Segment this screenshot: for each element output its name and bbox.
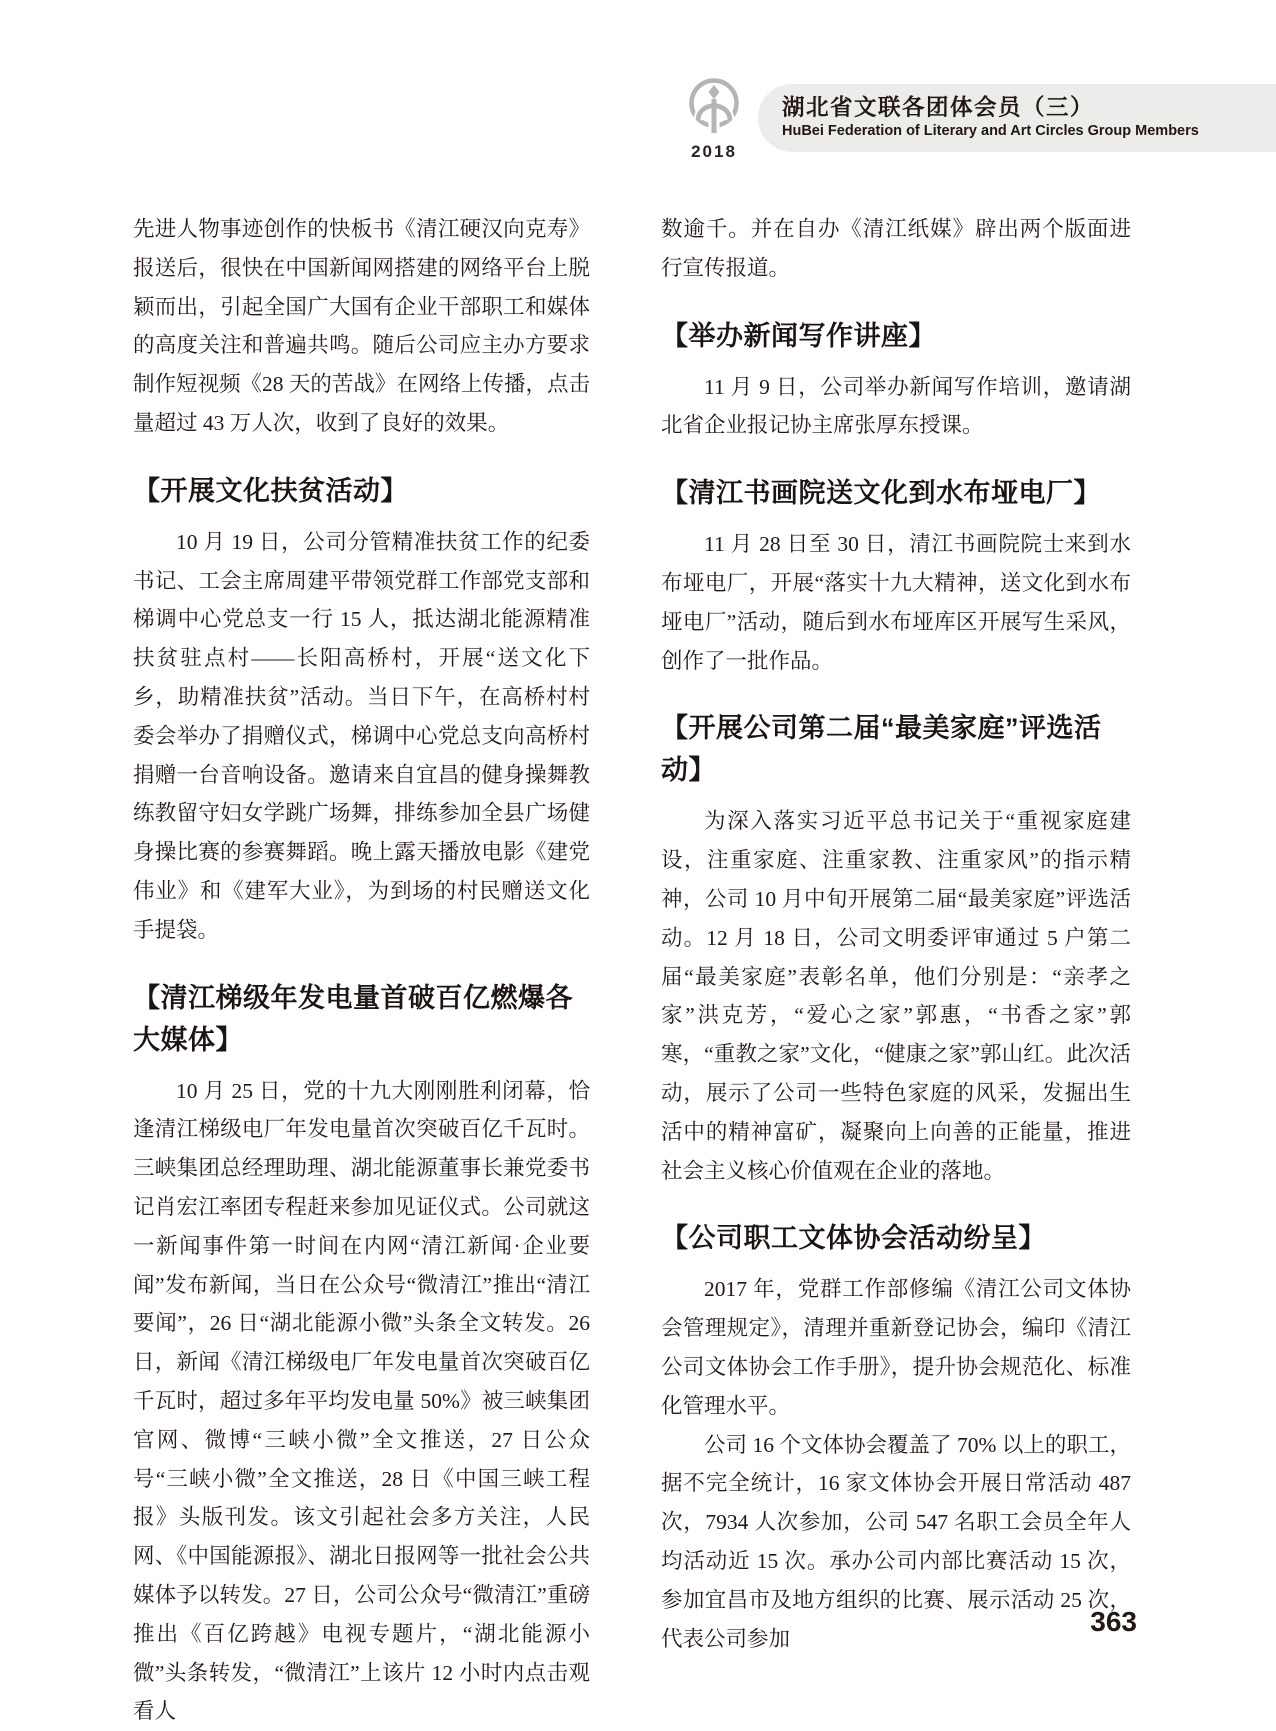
body-paragraph: 10 月 25 日，党的十九大刚刚胜利闭幕，恰逢清江梯级电厂年发电量首次突破百亿千瓦时。三峡集团总经理助理、湖北能源董事长兼党委书记肖宏江率团专程赶来参加见证仪式。公司就这一新闻事件第一时间在内网“清江新闻·企业要闻”发布新闻，当日在公众号“微清江”推出“清江要闻”，26 日“湖北能源小微”头条全文转发。26 日，新闻《清江梯级电厂年发电量首次突破百亿千瓦时，超过多年平均发电量 50%》被三峡集团官网、微博“三峡小微”全文推送，27 日公众号“三峡小微”全文推送，28 日《中国三峡工程报》头版刊发。该文引起社会多方关注，人民网、《中国能源报》、湖北日报网等一批社会公共媒体予以转发。27 日，公司公众号“微清江”重磅推出《百亿跨越》电视专题片，“湖北能源小微”头条转发，“微清江”上该片 12 小时内点击观看人 [133,1078,590,1724]
page-title: 湖北省文联各团体会员（三） [782,95,1095,120]
federation-logo-icon [688,123,740,140]
body-paragraph: 11 月 28 日至 30 日，清江书画院院士来到水布垭电厂，开展“落实十九大精神，送文化到水布垭电厂”活动，随后到水布垭库区开展写生采风，创作了一批作品。 [661,532,1131,673]
page-title-english: HuBei Federation of Literary and Art Circles Group Members [782,123,1199,139]
section-heading: 【清江梯级年发电量首破百亿燃爆各大媒体】 [133,982,573,1055]
body-paragraph: 先进人物事迹创作的快板书《清江硬汉向克寿》报送后，很快在中国新闻网搭建的网络平台上脱颖而出，引起全国广大国有企业干部职工和媒体的高度关注和普遍共鸣。随后公司应主办方要求制作短视频《28 天的苦战》在网络上传播，点击量超过 43 万人次，收到了良好的效果。 [133,217,590,435]
column-left [133,210,590,1731]
section-heading: 【清江书画院送文化到水布垭电厂】 [661,478,1101,509]
body-paragraph: 数逾千。并在自办《清江纸媒》辟出两个版面进行宣传报道。 [661,217,1131,280]
logo-year: 2018 [691,142,737,161]
section-heading: 【举办新闻写作讲座】 [661,320,936,351]
section-heading: 【开展公司第二届“最美家庭”评选活动】 [661,713,1102,786]
column-right [661,210,1131,1658]
body-paragraph: 11 月 9 日，公司举办新闻写作培训，邀请湖北省企业报记协主席张厚东授课。 [661,374,1131,438]
section-heading: 【开展文化扶贫活动】 [133,475,408,506]
body-paragraph: 公司 16 个文体协会覆盖了 70% 以上的职工，据不完全统计，16 家文体协会开展日常活动 487 次，7934 人次参加，公司 547 名职工会员全年人均活动近 15 次。承办公司内部比赛活动 15 次，参加宜昌市及地方组织的比赛、展示活动 25 次，代表公司参加 [661,1432,1131,1651]
body-paragraph: 2017 年，党群工作部修编《清江公司文体协会管理规定》，清理并重新登记协会，编印《清江公司文体协会工作手册》，提升协会规范化、标准化管理水平。 [661,1277,1131,1418]
body-paragraph: 10 月 19 日，公司分管精准扶贫工作的纪委书记、工会主席周建平带领党群工作部党支部和梯调中心党总支一行 15 人，抵达湖北能源精准扶贫驻点村——长阳高桥村，开展“送文化下乡，助精准扶贫”活动。当日下午，在高桥村村委会举办了捐赠仪式，梯调中心党总支向高桥村捐赠一台音响设备。邀请来自宜昌的健身操舞教练教留守妇女学跳广场舞，排练参加全县广场健身操比赛的参赛舞蹈。晚上露天播放电影《建党伟业》和《建军大业》，为到场的村民赠送文化手提袋。 [133,529,590,942]
header-banner [758,84,1276,152]
page-number: 363 [1090,1606,1137,1637]
body-paragraph: 为深入落实习近平总书记关于“重视家庭建设，注重家庭、注重家教、注重家风”的指示精神，公司 10 月中旬开展第二届“最美家庭”评选活动。12 月 18 日，公司文明委评审通过 5 户第二届“最美家庭”表彰名单，他们分别是：“亲孝之家”洪克芳，“爱心之家”郭惠，“书香之家”郭寒，“重教之家”文化，“健康之家”郭山红。此次活动，展示了公司一些特色家庭的风采，发掘出生活中的精神富矿，凝聚向上向善的正能量，推进社会主义核心价值观在企业的落地。 [661,809,1131,1183]
section-heading: 【公司职工文体协会活动纷呈】 [661,1223,1046,1254]
header-logo [686,76,742,162]
